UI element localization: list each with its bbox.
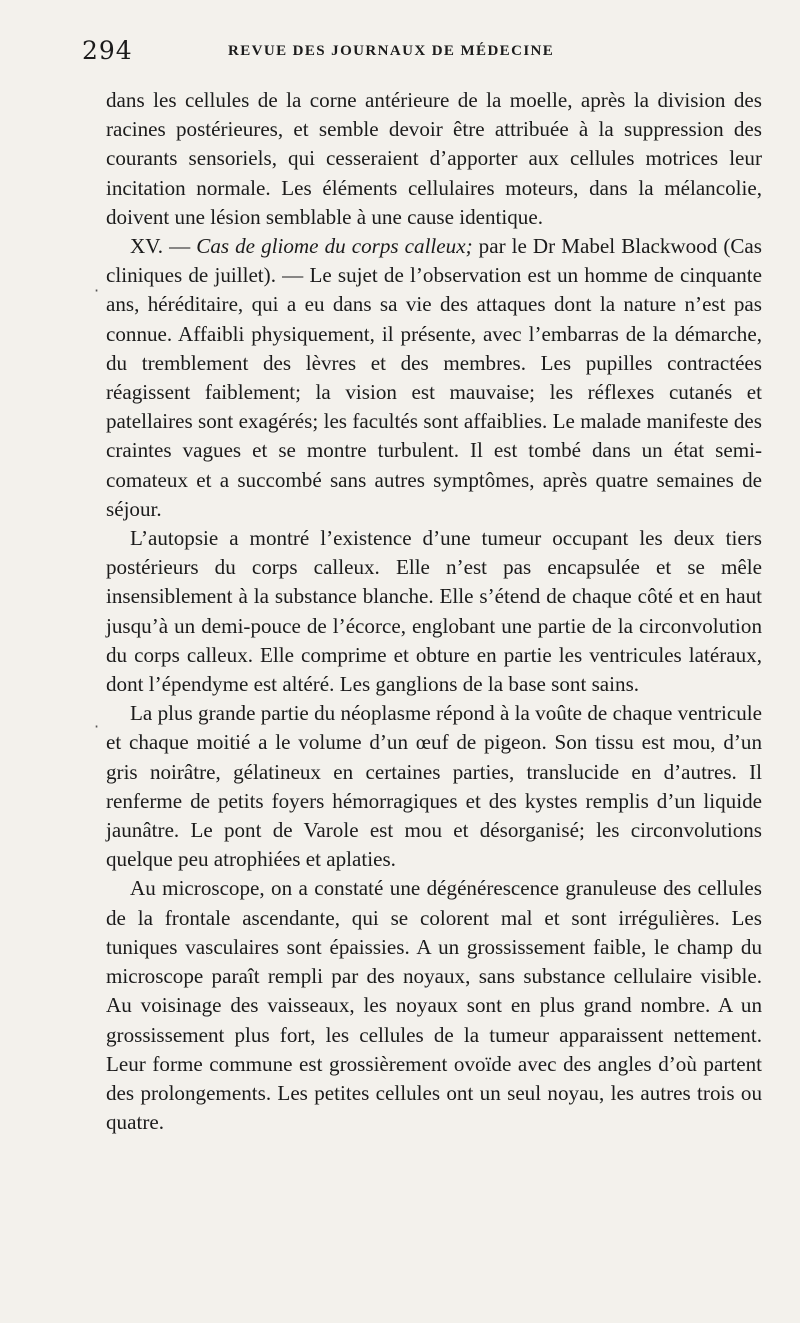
- section-title: Cas de gliome du corps calleux;: [196, 234, 473, 259]
- margin-dot-icon: ·: [94, 281, 100, 300]
- margin-dot-icon: ·: [94, 717, 100, 736]
- paragraph-microscope: Au microscope, on a constaté une dégénérescence granuleuse des cellules de la frontale ascendante, qui se colorent mal et sont irrégulières. Les tuniques vasculaires sont épaissies. A un grossissement faible, le champ du microscope paraît rempli par des noyaux, sans substance cellulaire visible. Au voisinage des vaisseaux, les noyaux sont en plus grand nombre. A un grossissement plus fort, les cellules de la tumeur apparaissent nettement. Leur forme commune est grossièrement ovoïde avec des angles d’où partent des prolongements. Les petites cellules ont un seul noyau, les autres trois ou quatre.: [106, 876, 762, 1135]
- article-body: [106, 86, 762, 1137]
- running-title: REVUE DES JOURNAUX DE MÉDECINE: [228, 43, 555, 59]
- section-number: XV. —: [130, 234, 191, 259]
- paragraph-continuation: dans les cellules de la corne antérieure de la moelle, après la division des racines postérieures, et semble devoir être attribuée à la suppression des courants sensoriels, qui cesseraient d’apporter aux cellules motrices leur incitation normale. Les éléments cellulaires moteurs, dans la mélancolie, doivent une lésion semblable à une cause identique.: [106, 88, 762, 229]
- section-text: par le Dr Mabel Blackwood (Cas cliniques de juillet). — Le sujet de l’observation est un homme de cinquante ans, héréditaire, qui a eu dans sa vie des attaques dont la nature n’est pas connue. Affaibli physiquement, il présente, avec l’embarras de la démarche, du tremblement des lèvres et des membres. Les pupilles contractées réagissent faiblement; la vision est mauvaise; les réflexes cutanés et patellaires sont exagérés; les facultés sont affaiblies. Le malade manifeste des craintes vagues et se montre turbulent. Il est tombé dans un état semi-comateux et a succombé sans autres symptômes, après quatre semaines de séjour.: [106, 234, 763, 521]
- paragraph-autopsy: L’autopsie a montré l’existence d’une tumeur occupant les deux tiers postérieurs du corps calleux. Elle n’est pas encapsulée et se mêle insensiblement à la substance blanche. Elle s’étend de chaque côté et en haut jusqu’à un demi-pouce de l’écorce, englobant une partie de la circonvolution du corps calleux. Elle comprime et obture en partie les ventricules latéraux, dont l’épendyme est altéré. Les ganglions de la base sont sains.: [106, 526, 762, 697]
- paragraph-neoplasm: La plus grande partie du néoplasme répond à la voûte de chaque ventricule et chaque moitié a le volume d’un œuf de pigeon. Son tissu est mou, d’un gris noirâtre, gélatineux en certaines parties, translucide en d’autres. Il renferme de petits foyers hémorragiques et des kystes remplis d’un liquide jaunâtre. Le pont de Varole est mou et désorganisé; les circonvolutions quelque peu atrophiées et aplaties.: [106, 701, 762, 872]
- page-number: 294: [82, 36, 133, 65]
- running-head: [82, 34, 762, 74]
- section-xv-paragraph: [106, 232, 762, 524]
